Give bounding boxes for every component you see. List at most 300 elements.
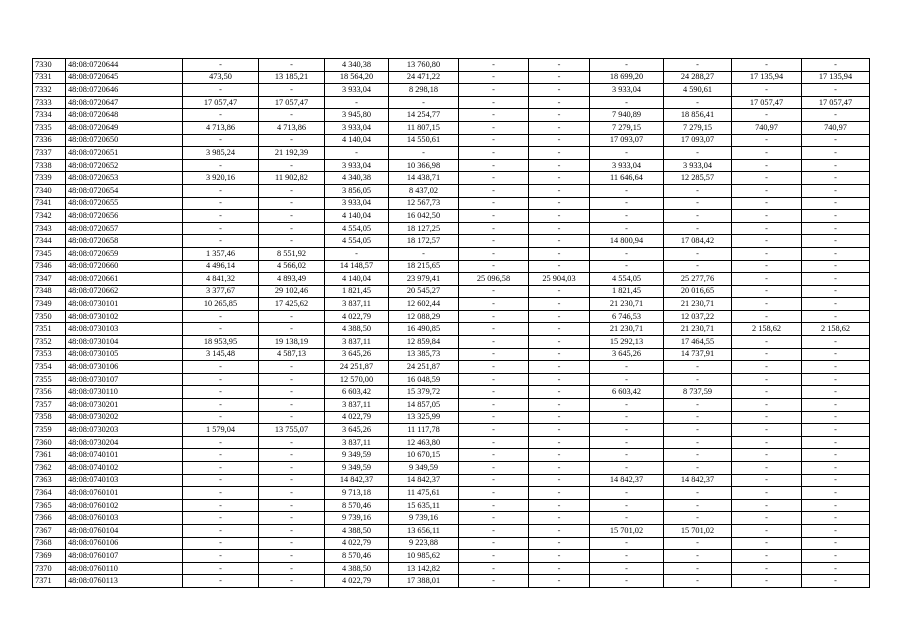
table-row — [33, 285, 870, 298]
cadastral-number-cell: 48:08:0720647 — [66, 96, 183, 109]
cadastral-number-cell: 48:08:0760101 — [66, 487, 183, 500]
value-cell: - — [183, 537, 259, 550]
value-cell: - — [590, 361, 664, 374]
value-cell: - — [183, 222, 259, 235]
value-cell: 8 437,02 — [389, 184, 459, 197]
value-cell: 4 713,86 — [183, 121, 259, 134]
value-cell: - — [325, 247, 389, 260]
value-cell: 9 349,59 — [325, 462, 389, 475]
value-cell: 14 842,37 — [325, 474, 389, 487]
value-cell: - — [529, 537, 590, 550]
value-cell: - — [664, 436, 732, 449]
cadastral-number-cell: 48:08:0720644 — [66, 59, 183, 72]
value-cell: - — [664, 197, 732, 210]
value-cell: - — [183, 109, 259, 122]
value-cell: - — [732, 436, 802, 449]
value-cell: 24 251,87 — [325, 361, 389, 374]
value-cell: 17 093,07 — [590, 134, 664, 147]
value-cell: 4 587,13 — [259, 348, 325, 361]
value-cell: 10 985,62 — [389, 550, 459, 563]
value-cell: - — [590, 147, 664, 160]
value-cell: 9 223,88 — [389, 537, 459, 550]
value-cell: - — [802, 147, 870, 160]
value-cell: - — [732, 399, 802, 412]
value-cell: 13 185,21 — [259, 71, 325, 84]
value-cell: - — [459, 197, 529, 210]
value-cell: - — [802, 348, 870, 361]
cadastral-number-cell: 48:08:0720657 — [66, 222, 183, 235]
value-cell: - — [732, 562, 802, 575]
value-cell: 3 645,26 — [590, 348, 664, 361]
value-cell: 9 349,59 — [325, 449, 389, 462]
value-cell: - — [664, 59, 732, 72]
value-cell: 9 739,16 — [389, 512, 459, 525]
value-cell: 29 102,46 — [259, 285, 325, 298]
value-cell: 3 933,04 — [325, 159, 389, 172]
value-cell: 6 603,42 — [325, 386, 389, 399]
value-cell: - — [259, 575, 325, 588]
value-cell: - — [459, 96, 529, 109]
value-cell: - — [459, 84, 529, 97]
value-cell: - — [590, 222, 664, 235]
value-cell: - — [664, 361, 732, 374]
value-cell: - — [732, 134, 802, 147]
value-cell: - — [802, 336, 870, 349]
row-number-cell: 7357 — [33, 399, 66, 412]
value-cell: 23 979,41 — [389, 273, 459, 286]
value-cell: - — [529, 184, 590, 197]
value-cell: - — [664, 550, 732, 563]
value-cell: - — [459, 310, 529, 323]
value-cell: 13 760,80 — [389, 59, 459, 72]
value-cell: - — [590, 210, 664, 223]
row-number-cell: 7356 — [33, 386, 66, 399]
value-cell: 11 646,64 — [590, 172, 664, 185]
value-cell: 21 230,71 — [664, 298, 732, 311]
value-cell: 7 940,89 — [590, 109, 664, 122]
value-cell: - — [732, 298, 802, 311]
value-cell: - — [459, 71, 529, 84]
cadastral-number-cell: 48:08:0720651 — [66, 147, 183, 160]
table-row — [33, 260, 870, 273]
value-cell: 14 800,94 — [590, 235, 664, 248]
value-cell: - — [259, 159, 325, 172]
value-cell: - — [732, 499, 802, 512]
value-cell: - — [183, 235, 259, 248]
data-table-container — [32, 58, 869, 588]
value-cell: - — [802, 134, 870, 147]
value-cell: - — [529, 562, 590, 575]
cadastral-number-cell: 48:08:0720652 — [66, 159, 183, 172]
value-cell: - — [459, 247, 529, 260]
value-cell: - — [802, 562, 870, 575]
value-cell: - — [459, 411, 529, 424]
value-cell: 17 464,55 — [664, 336, 732, 349]
value-cell: - — [259, 449, 325, 462]
value-cell: - — [529, 336, 590, 349]
value-cell: - — [802, 474, 870, 487]
value-cell: - — [664, 184, 732, 197]
value-cell: - — [529, 222, 590, 235]
value-cell: - — [529, 247, 590, 260]
table-row — [33, 235, 870, 248]
row-number-cell: 7350 — [33, 310, 66, 323]
value-cell: 2 158,62 — [732, 323, 802, 336]
value-cell: - — [529, 121, 590, 134]
value-cell: - — [802, 499, 870, 512]
value-cell: - — [529, 550, 590, 563]
value-cell: - — [459, 184, 529, 197]
value-cell: - — [802, 59, 870, 72]
value-cell: - — [802, 386, 870, 399]
value-cell: - — [802, 524, 870, 537]
value-cell: 17 057,47 — [732, 96, 802, 109]
table-row — [33, 310, 870, 323]
value-cell: - — [590, 575, 664, 588]
row-number-cell: 7332 — [33, 84, 66, 97]
value-cell: 16 490,85 — [389, 323, 459, 336]
value-cell: - — [732, 184, 802, 197]
value-cell: 14 842,37 — [590, 474, 664, 487]
value-cell: - — [389, 96, 459, 109]
value-cell: - — [590, 247, 664, 260]
value-cell: - — [732, 210, 802, 223]
value-cell: - — [732, 222, 802, 235]
value-cell: - — [183, 399, 259, 412]
value-cell: - — [664, 399, 732, 412]
value-cell: 4 340,38 — [325, 59, 389, 72]
value-cell: - — [529, 210, 590, 223]
value-cell: - — [590, 424, 664, 437]
value-cell: 9 739,16 — [325, 512, 389, 525]
table-row — [33, 298, 870, 311]
table-row — [33, 197, 870, 210]
row-number-cell: 7339 — [33, 172, 66, 185]
value-cell: 13 755,07 — [259, 424, 325, 437]
value-cell: - — [459, 172, 529, 185]
cadastral-number-cell: 48:08:0720656 — [66, 210, 183, 223]
value-cell: 15 379,72 — [389, 386, 459, 399]
value-cell: 17 093,07 — [664, 134, 732, 147]
value-cell: - — [459, 285, 529, 298]
value-cell: - — [529, 323, 590, 336]
value-cell: - — [802, 436, 870, 449]
value-cell: 18 699,20 — [590, 71, 664, 84]
value-cell: - — [664, 499, 732, 512]
value-cell: 21 230,71 — [590, 323, 664, 336]
value-cell: - — [259, 323, 325, 336]
table-row — [33, 323, 870, 336]
value-cell: - — [732, 575, 802, 588]
value-cell: - — [529, 84, 590, 97]
value-cell: - — [732, 487, 802, 500]
value-cell: - — [664, 373, 732, 386]
table-body — [33, 59, 870, 588]
value-cell: - — [459, 474, 529, 487]
value-cell: 3 645,26 — [325, 348, 389, 361]
value-cell: - — [590, 462, 664, 475]
value-cell: - — [459, 222, 529, 235]
value-cell: - — [732, 109, 802, 122]
value-cell: 12 570,00 — [325, 373, 389, 386]
value-cell: 4 388,50 — [325, 562, 389, 575]
row-number-cell: 7364 — [33, 487, 66, 500]
cadastral-number-cell: 48:08:0720645 — [66, 71, 183, 84]
value-cell: 17 425,62 — [259, 298, 325, 311]
value-cell: - — [732, 373, 802, 386]
value-cell: 14 550,61 — [389, 134, 459, 147]
value-cell: - — [183, 499, 259, 512]
value-cell: - — [664, 575, 732, 588]
value-cell: - — [259, 550, 325, 563]
value-cell: - — [732, 235, 802, 248]
cadastral-number-cell: 48:08:0730202 — [66, 411, 183, 424]
value-cell: - — [459, 298, 529, 311]
value-cell: 13 385,73 — [389, 348, 459, 361]
value-cell: 13 656,11 — [389, 524, 459, 537]
value-cell: - — [529, 449, 590, 462]
value-cell: 8 298,18 — [389, 84, 459, 97]
value-cell: - — [459, 260, 529, 273]
value-cell: - — [459, 524, 529, 537]
value-cell: - — [183, 361, 259, 374]
value-cell: - — [529, 172, 590, 185]
value-cell: 12 602,44 — [389, 298, 459, 311]
value-cell: - — [802, 197, 870, 210]
row-number-cell: 7370 — [33, 562, 66, 575]
value-cell: 19 138,19 — [259, 336, 325, 349]
value-cell: - — [802, 424, 870, 437]
value-cell: 12 567,73 — [389, 197, 459, 210]
row-number-cell: 7341 — [33, 197, 66, 210]
cadastral-number-cell: 48:08:0760106 — [66, 537, 183, 550]
value-cell: - — [590, 96, 664, 109]
cadastral-number-cell: 48:08:0760107 — [66, 550, 183, 563]
row-number-cell: 7355 — [33, 373, 66, 386]
table-row — [33, 159, 870, 172]
value-cell: 20 016,65 — [664, 285, 732, 298]
value-cell: - — [529, 399, 590, 412]
value-cell: 4 566,02 — [259, 260, 325, 273]
value-cell: 4 022,79 — [325, 310, 389, 323]
value-cell: - — [259, 373, 325, 386]
value-cell: 3 837,11 — [325, 399, 389, 412]
value-cell: - — [802, 399, 870, 412]
value-cell: - — [183, 449, 259, 462]
value-cell: - — [529, 197, 590, 210]
row-number-cell: 7363 — [33, 474, 66, 487]
cadastral-number-cell: 48:08:0740101 — [66, 449, 183, 462]
value-cell: - — [732, 172, 802, 185]
value-cell: 18 172,57 — [389, 235, 459, 248]
cadastral-number-cell: 48:08:0730203 — [66, 424, 183, 437]
row-number-cell: 7358 — [33, 411, 66, 424]
value-cell: 4 388,50 — [325, 323, 389, 336]
value-cell: 3 933,04 — [325, 197, 389, 210]
value-cell: - — [732, 273, 802, 286]
value-cell: 740,97 — [732, 121, 802, 134]
value-cell: - — [529, 436, 590, 449]
value-cell: 21 230,71 — [590, 298, 664, 311]
value-cell: - — [325, 96, 389, 109]
value-cell: - — [183, 562, 259, 575]
value-cell: - — [183, 524, 259, 537]
cadastral-number-cell: 48:08:0720648 — [66, 109, 183, 122]
value-cell: - — [529, 575, 590, 588]
table-row — [33, 386, 870, 399]
value-cell: - — [590, 411, 664, 424]
value-cell: - — [183, 159, 259, 172]
value-cell: 13 142,82 — [389, 562, 459, 575]
value-cell: - — [664, 411, 732, 424]
value-cell: - — [459, 361, 529, 374]
value-cell: - — [259, 436, 325, 449]
value-cell: - — [259, 361, 325, 374]
value-cell: - — [459, 537, 529, 550]
value-cell: 16 048,59 — [389, 373, 459, 386]
table-row — [33, 247, 870, 260]
value-cell: - — [732, 550, 802, 563]
row-number-cell: 7342 — [33, 210, 66, 223]
value-cell: 18 127,25 — [389, 222, 459, 235]
table-row — [33, 361, 870, 374]
cadastral-number-cell: 48:08:0740102 — [66, 462, 183, 475]
value-cell: 14 842,37 — [389, 474, 459, 487]
value-cell: 4 554,05 — [325, 222, 389, 235]
value-cell: - — [732, 59, 802, 72]
value-cell: 17 135,94 — [732, 71, 802, 84]
value-cell: 3 145,48 — [183, 348, 259, 361]
value-cell: - — [459, 323, 529, 336]
value-cell: - — [183, 59, 259, 72]
value-cell: - — [590, 260, 664, 273]
value-cell: 11 807,15 — [389, 121, 459, 134]
value-cell: - — [259, 59, 325, 72]
value-cell: - — [529, 285, 590, 298]
value-cell: 3 985,24 — [183, 147, 259, 160]
row-number-cell: 7344 — [33, 235, 66, 248]
value-cell: - — [183, 310, 259, 323]
value-cell: - — [664, 210, 732, 223]
row-number-cell: 7351 — [33, 323, 66, 336]
value-cell: 25 904,03 — [529, 273, 590, 286]
table-row — [33, 399, 870, 412]
value-cell: - — [459, 348, 529, 361]
value-cell: 10 366,98 — [389, 159, 459, 172]
value-cell: - — [183, 462, 259, 475]
value-cell: 3 837,11 — [325, 298, 389, 311]
value-cell: 8 570,46 — [325, 499, 389, 512]
value-cell: 11 117,78 — [389, 424, 459, 437]
value-cell: - — [259, 210, 325, 223]
cadastral-number-cell: 48:08:0760113 — [66, 575, 183, 588]
value-cell: 15 701,02 — [590, 524, 664, 537]
value-cell: - — [529, 147, 590, 160]
value-cell: - — [529, 424, 590, 437]
cadastral-number-cell: 48:08:0720646 — [66, 84, 183, 97]
value-cell: - — [529, 59, 590, 72]
value-cell: 4 713,86 — [259, 121, 325, 134]
row-number-cell: 7365 — [33, 499, 66, 512]
row-number-cell: 7349 — [33, 298, 66, 311]
row-number-cell: 7334 — [33, 109, 66, 122]
value-cell: 12 859,84 — [389, 336, 459, 349]
value-cell: - — [459, 134, 529, 147]
value-cell: 15 635,11 — [389, 499, 459, 512]
value-cell: - — [802, 210, 870, 223]
value-cell: - — [529, 462, 590, 475]
value-cell: - — [732, 197, 802, 210]
value-cell: - — [183, 386, 259, 399]
value-cell: - — [732, 159, 802, 172]
value-cell: 1 821,45 — [325, 285, 389, 298]
value-cell: - — [259, 399, 325, 412]
value-cell: - — [590, 184, 664, 197]
value-cell: - — [802, 361, 870, 374]
value-cell: 3 837,11 — [325, 436, 389, 449]
table-row — [33, 147, 870, 160]
value-cell: - — [732, 336, 802, 349]
value-cell: - — [590, 512, 664, 525]
value-cell: - — [732, 247, 802, 260]
table-row — [33, 462, 870, 475]
value-cell: 2 158,62 — [802, 323, 870, 336]
value-cell: - — [802, 462, 870, 475]
table-row — [33, 424, 870, 437]
value-cell: 3 837,11 — [325, 336, 389, 349]
value-cell: - — [529, 96, 590, 109]
cadastral-number-cell: 48:08:0720662 — [66, 285, 183, 298]
value-cell: 15 292,13 — [590, 336, 664, 349]
value-cell: - — [732, 537, 802, 550]
value-cell: - — [459, 399, 529, 412]
value-cell: - — [183, 373, 259, 386]
value-cell: 3 945,80 — [325, 109, 389, 122]
value-cell: 4 340,38 — [325, 172, 389, 185]
value-cell: - — [802, 575, 870, 588]
value-cell: - — [259, 184, 325, 197]
row-number-cell: 7338 — [33, 159, 66, 172]
cadastral-number-cell: 48:08:0730107 — [66, 373, 183, 386]
value-cell: 10 670,15 — [389, 449, 459, 462]
value-cell: - — [529, 260, 590, 273]
value-cell: 4 140,04 — [325, 134, 389, 147]
value-cell: - — [259, 235, 325, 248]
row-number-cell: 7340 — [33, 184, 66, 197]
value-cell: - — [732, 147, 802, 160]
value-cell: - — [529, 134, 590, 147]
value-cell: 3 933,04 — [590, 84, 664, 97]
value-cell: - — [459, 575, 529, 588]
value-cell: 17 057,47 — [183, 96, 259, 109]
value-cell: 7 279,15 — [664, 121, 732, 134]
value-cell: 10 265,85 — [183, 298, 259, 311]
value-cell: 13 325,99 — [389, 411, 459, 424]
value-cell: - — [459, 512, 529, 525]
value-cell: 17 057,47 — [802, 96, 870, 109]
value-cell: 21 230,71 — [664, 323, 732, 336]
value-cell: - — [459, 235, 529, 248]
value-cell: - — [802, 310, 870, 323]
value-cell: - — [183, 134, 259, 147]
value-cell: 6 603,42 — [590, 386, 664, 399]
value-cell: - — [459, 159, 529, 172]
value-cell: 12 037,22 — [664, 310, 732, 323]
value-cell: - — [459, 499, 529, 512]
table-row — [33, 134, 870, 147]
table-row — [33, 109, 870, 122]
cadastral-number-cell: 48:08:0760102 — [66, 499, 183, 512]
